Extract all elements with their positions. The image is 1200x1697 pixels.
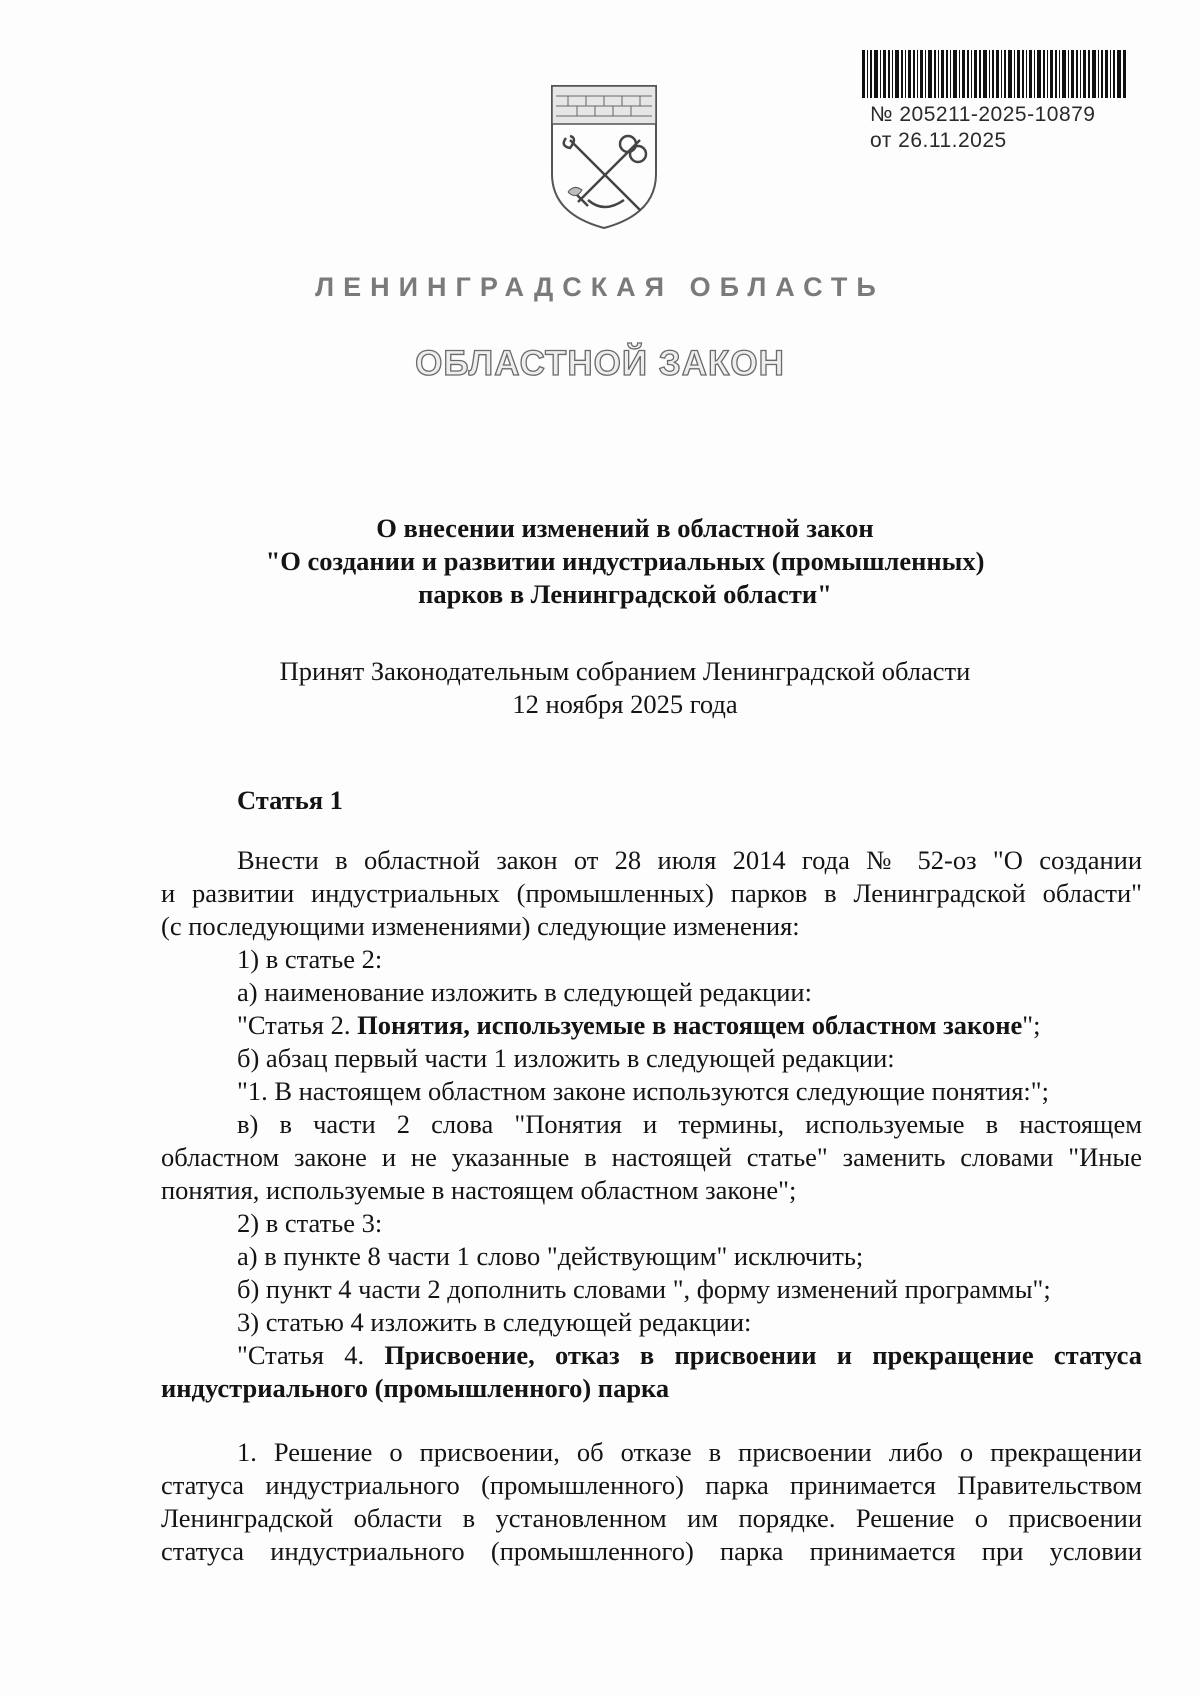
coat-of-arms-icon — [548, 82, 660, 232]
article-body — [161, 844, 1142, 1405]
paragraph: (с последующими изменениями) следующие изменения: — [161, 911, 800, 941]
registration-number: № 205211-2025-10879 — [870, 103, 1096, 126]
list-item: 1) в статье 2: — [237, 944, 383, 974]
quoted-text: "1. В настоящем областном законе используются следующие понятия:"; — [237, 1076, 1049, 1106]
list-item: б) абзац первый части 1 изложить в следующей редакции: — [237, 1043, 895, 1073]
quoted-heading — [161, 1009, 1142, 1042]
quote-text: "; — [1022, 1010, 1041, 1040]
list-item: понятия, используемые в настоящем областном законе"; — [161, 1175, 797, 1205]
law-title-line: О внесении изменений в областной закон — [376, 513, 874, 543]
barcode-icon — [862, 50, 1126, 98]
list-item: б) пункт 4 части 2 дополнить словами ", форму изменений программы"; — [237, 1274, 1051, 1304]
adoption-line: Принят Законодательным собранием Ленинградской области — [279, 656, 971, 686]
paragraph: и развитии индустриальных (промышленных) парков в Ленинградской области" — [161, 878, 1142, 908]
quote-bold-text: Понятия, используемые в настоящем областном законе — [357, 1010, 1023, 1040]
list-item: в) в части 2 слова "Понятия и термины, используемые в настоящем — [237, 1109, 1142, 1139]
paragraph: статуса индустриального (промышленного) парка принимается Правительством — [161, 1470, 1142, 1500]
article-body-continued — [161, 1436, 1142, 1568]
registration-stamp — [870, 102, 1095, 154]
registration-date: от 26.11.2025 — [870, 129, 1007, 152]
law-title — [0, 512, 1200, 611]
adoption-date: 12 ноября 2025 года — [512, 689, 738, 719]
adoption-note — [0, 655, 1200, 721]
paragraph: статуса индустриального (промышленного) парка принимается при условии — [161, 1536, 1142, 1566]
law-title-line: "О создании и развитии индустриальных (промышленных) — [265, 546, 985, 576]
list-item: а) в пункте 8 части 1 слово "действующим" исключить; — [237, 1241, 864, 1271]
paragraph: Внести в областной закон от 28 июля 2014 года № 52-оз "О создании — [237, 845, 1142, 875]
quoted-heading — [161, 1339, 1142, 1372]
article-heading: Статья 1 — [237, 785, 343, 815]
region-name: ЛЕНИНГРАДСКАЯ ОБЛАСТЬ — [315, 272, 885, 302]
list-item: 3) статью 4 изложить в следующей редакции: — [237, 1307, 752, 1337]
list-item: а) наименование изложить в следующей редакции: — [237, 977, 812, 1007]
list-item: областном законе и не указанные в настоящей статье" заменить словами "Иные — [161, 1142, 1142, 1172]
paragraph: Ленинградской области в установленном им порядке. Решение о присвоении — [161, 1503, 1142, 1533]
quote-bold-text: Присвоение, отказ в присвоении и прекращение статуса — [384, 1340, 1142, 1370]
paragraph: 1. Решение о присвоении, об отказе в присвоении либо о прекращении — [237, 1437, 1142, 1467]
document-type: ОБЛАСТНОЙ ЗАКОН — [415, 344, 785, 383]
law-title-line: парков в Ленинградской области" — [418, 579, 832, 609]
quote-text: "Статья 4. — [237, 1340, 385, 1370]
list-item: 2) в статье 3: — [237, 1208, 383, 1238]
quote-bold-text: индустриального (промышленного) парка — [161, 1373, 670, 1403]
quote-text: "Статья 2. — [237, 1010, 358, 1040]
